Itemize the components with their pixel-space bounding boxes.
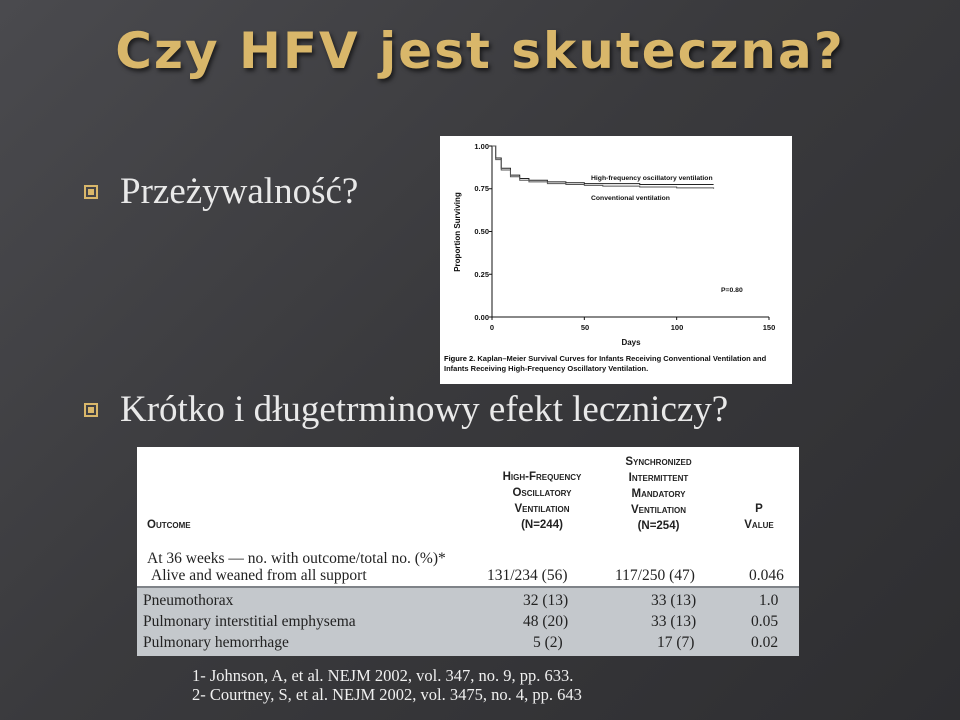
header-p-value bbox=[729, 501, 789, 533]
x-tick-label: 100 bbox=[670, 323, 684, 332]
y-tick-label: 0.50 bbox=[474, 227, 489, 236]
y-tick-label: 1.00 bbox=[474, 142, 489, 151]
header-line: Ventilation bbox=[630, 504, 687, 516]
caption-lead: Figure 2. bbox=[444, 354, 476, 363]
table-row bbox=[137, 613, 799, 633]
km-ticks bbox=[474, 142, 775, 332]
row-label: Pulmonary hemorrhage bbox=[143, 634, 289, 651]
table-row bbox=[137, 634, 799, 654]
header-line: (N=244) bbox=[521, 519, 563, 531]
header-line: High-Frequency bbox=[502, 471, 582, 483]
header-line: Mandatory bbox=[631, 488, 686, 500]
row-hfov-value: 48 (20) bbox=[523, 613, 569, 630]
header-line: Value bbox=[744, 519, 774, 531]
row-label: Alive and weaned from all support bbox=[151, 567, 367, 584]
row-p-value: 0.05 bbox=[751, 613, 779, 630]
bullet-marker-icon bbox=[84, 185, 98, 199]
header-hfov bbox=[477, 469, 607, 533]
cv-survival-line bbox=[492, 146, 714, 189]
row-simv-value: 33 (13) bbox=[651, 592, 697, 609]
figure-caption bbox=[444, 354, 790, 374]
row-p-value: 0.02 bbox=[751, 634, 779, 651]
y-tick-label: 0.00 bbox=[474, 313, 489, 322]
header-outcome: Outcome bbox=[147, 519, 191, 531]
header-line: Ventilation bbox=[514, 503, 570, 515]
caption-text: Kaplan–Meier Survival Curves for Infants Receiving Conventional Ventilation and Infants Receiving High-Frequency Oscillatory Ventilation. bbox=[444, 354, 767, 373]
row-hfov-value: 5 (2) bbox=[533, 634, 563, 651]
reference-item: 2- Courtney, S, et al. NEJM 2002, vol. 3475, no. 4, pp. 643 bbox=[192, 685, 582, 704]
kaplan-meier-figure bbox=[440, 136, 792, 384]
slide-title: Czy HFV jest skuteczna? bbox=[115, 22, 845, 80]
p-value-annotation: P=0.80 bbox=[721, 287, 743, 294]
x-tick-label: 0 bbox=[489, 323, 495, 332]
x-axis-label: Days bbox=[621, 338, 641, 347]
hfov-legend-label: High-frequency oscillatory ventilation bbox=[591, 175, 713, 182]
y-axis-label: Proportion Surviving bbox=[453, 192, 462, 272]
row-hfov-value: 131/234 (56) bbox=[487, 567, 568, 584]
row-label: Pulmonary interstitial emphysema bbox=[143, 613, 356, 630]
header-simv bbox=[601, 454, 716, 534]
table-row bbox=[137, 592, 799, 612]
references bbox=[192, 666, 582, 704]
outcome-table bbox=[137, 447, 799, 656]
row-label: Pneumothorax bbox=[143, 592, 234, 609]
header-line: Intermittent bbox=[628, 472, 689, 484]
table-row bbox=[137, 567, 799, 587]
section-label: At 36 weeks — no. with outcome/total no. (%)* bbox=[147, 550, 446, 567]
y-tick-label: 0.75 bbox=[474, 184, 489, 193]
row-simv-value: 17 (7) bbox=[657, 634, 695, 651]
x-tick-label: 50 bbox=[580, 323, 590, 332]
header-line: (N=254) bbox=[637, 520, 680, 532]
bullet-text: Przeżywalność? bbox=[120, 171, 359, 212]
row-hfov-value: 32 (13) bbox=[523, 592, 569, 609]
header-line: Oscillatory bbox=[512, 487, 572, 499]
header-line: Synchronized bbox=[625, 456, 692, 468]
row-simv-value: 117/250 (47) bbox=[615, 567, 695, 584]
bullet-text: Krótko i długetrminowy efekt leczniczy? bbox=[120, 389, 729, 430]
row-simv-value: 33 (13) bbox=[651, 613, 697, 630]
cv-legend-label: Conventional ventilation bbox=[591, 195, 670, 202]
row-p-value: 1.0 bbox=[759, 592, 779, 609]
bullet-marker-icon bbox=[84, 403, 98, 417]
y-tick-label: 0.25 bbox=[474, 270, 489, 279]
bullet-survival bbox=[84, 170, 358, 213]
header-line: P bbox=[755, 503, 763, 515]
row-p-value: 0.046 bbox=[749, 567, 784, 584]
x-tick-label: 150 bbox=[762, 323, 776, 332]
reference-item: 1- Johnson, A, et al. NEJM 2002, vol. 347, no. 9, pp. 633. bbox=[192, 666, 574, 685]
km-chart bbox=[440, 136, 792, 384]
bullet-treatment-effect bbox=[84, 388, 728, 431]
